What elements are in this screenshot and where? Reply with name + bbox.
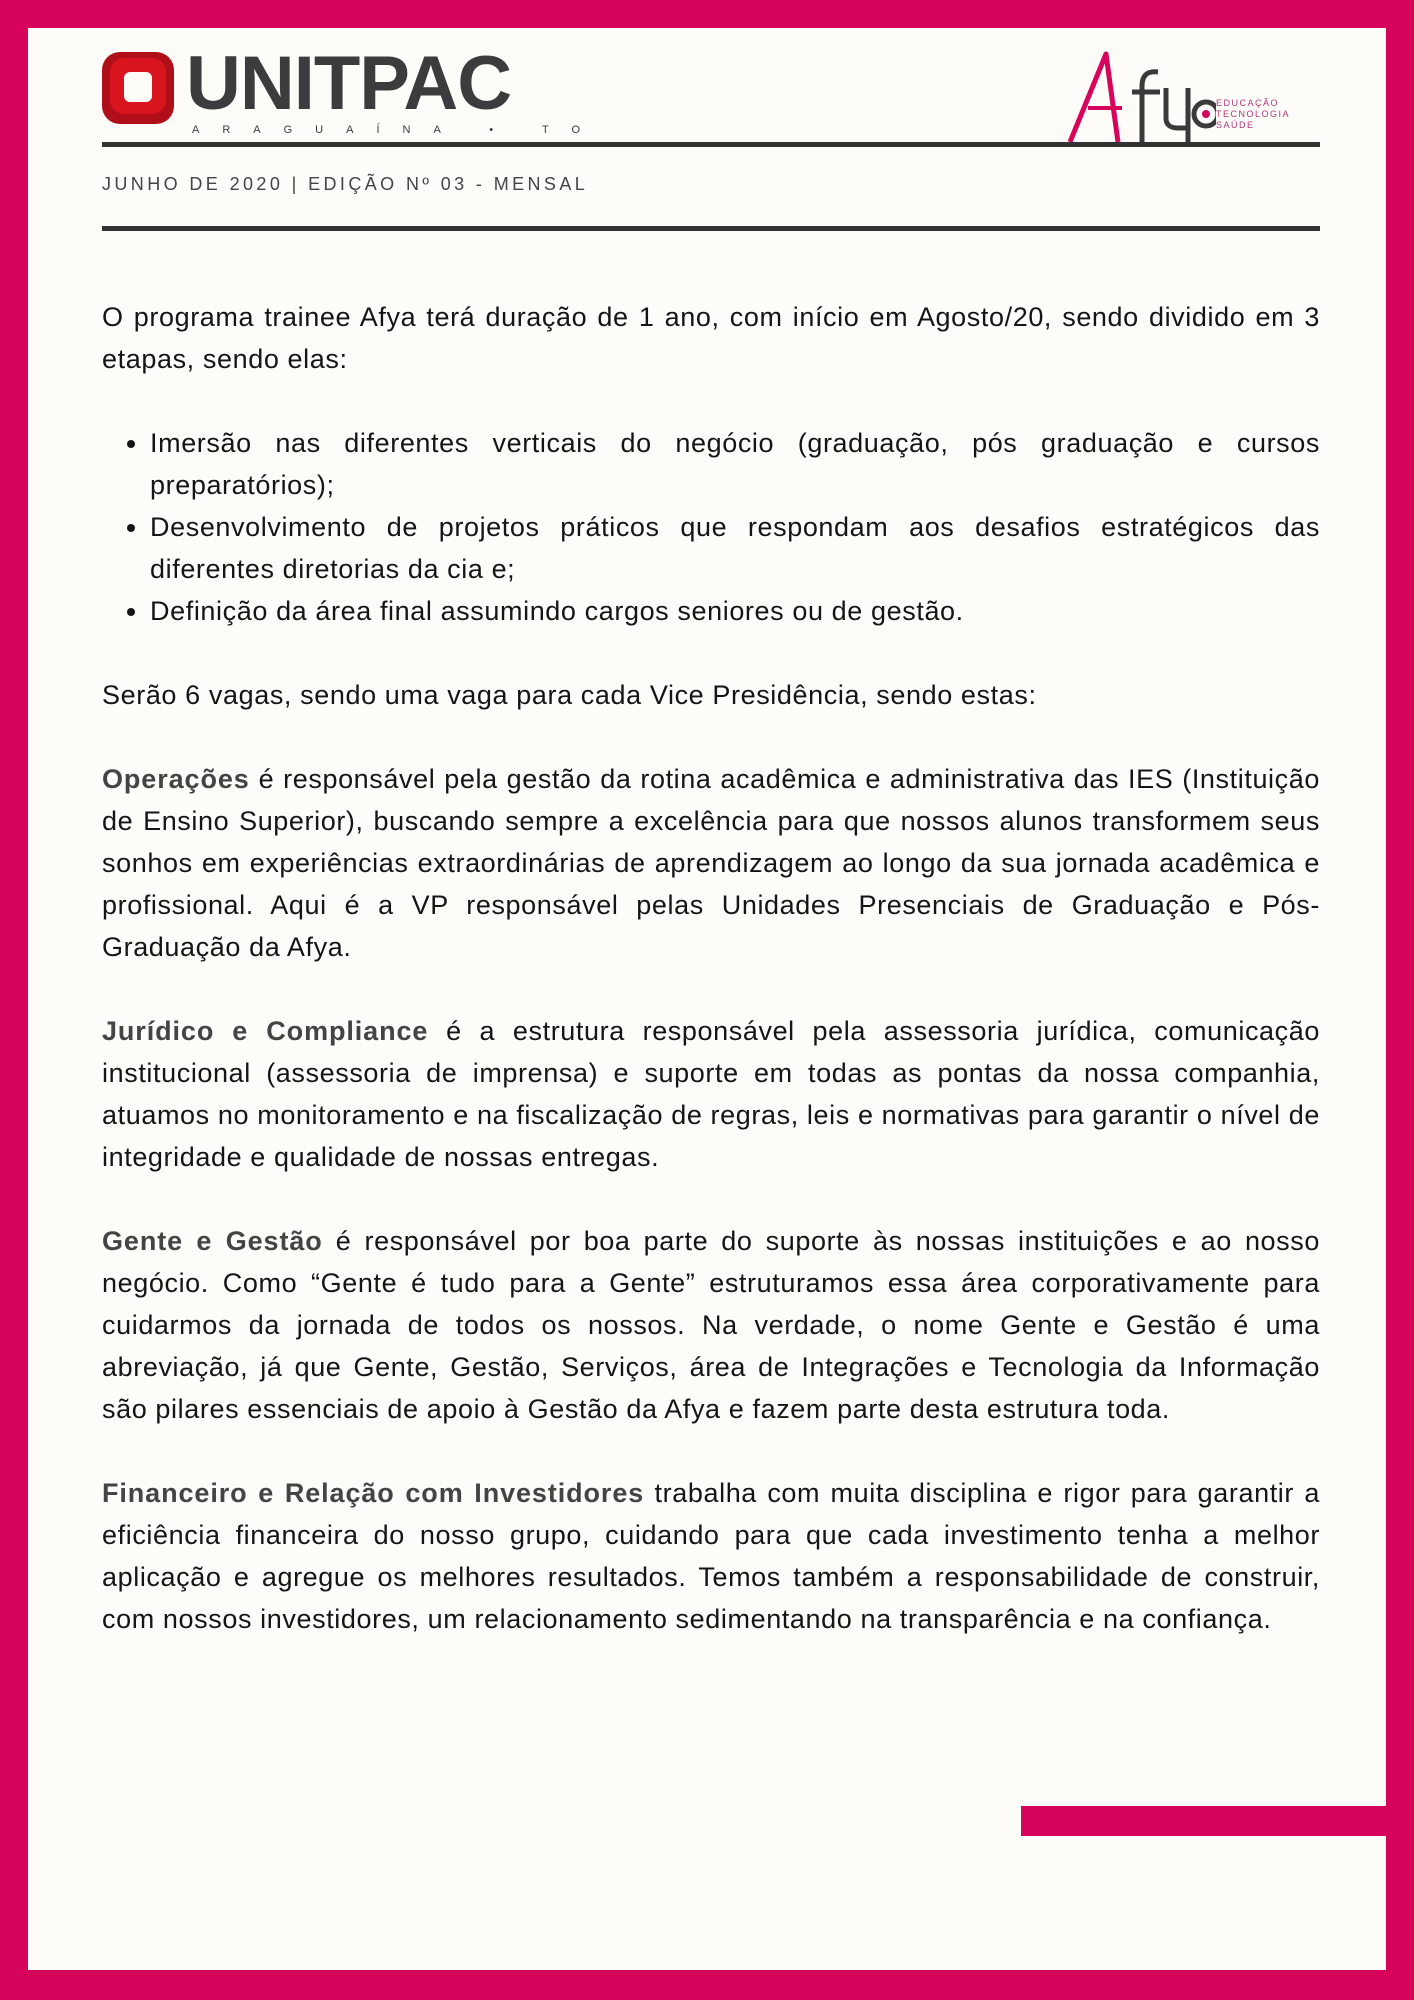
afya-wordmark-icon <box>1066 46 1216 146</box>
list-item: • Desenvolvimento de projetos práticos que respondam aos desafios estratégicos das diferentes diretorias da cia e; <box>150 506 1320 590</box>
decorative-corner-bar <box>1021 1806 1386 1836</box>
section-text: é responsável pela gestão da rotina acadêmica e administrativa das IES (Instituição de Ensino Superior), buscando sempre a excelência para que nossos alunos transformem seus sonhos em experiências extraordinárias de aprendizagem ao longo da sua jornada acadêmica e profissional. Aqui é a VP responsável pelas Unidades Presenciais de Graduação e Pós-Graduação da Afya. <box>102 764 1320 962</box>
section-gente-gestao <box>102 1220 1320 1430</box>
afya-tagline-line: EDUCAÇÃO <box>1216 98 1280 108</box>
intro-paragraph: O programa trainee Afya terá duração de 1 ano, com início em Agosto/20, sendo dividido em 3 etapas, sendo elas: <box>102 302 1320 374</box>
section-title: Operações <box>102 764 250 794</box>
afya-tagline-line: SAÚDE <box>1216 120 1255 130</box>
article-body <box>102 296 1320 1682</box>
unitpac-mark-icon <box>102 52 174 124</box>
header-divider-bottom <box>102 226 1320 231</box>
section-juridico <box>102 1010 1320 1178</box>
section-text: é a estrutura responsável pela assessoria jurídica, comunicação institucional (assessoria de imprensa) e suporte em todas as pontas da nossa companhia, atuamos no monitoramento e na fiscalização de regras, leis e normativas para garantir o nível de integridade e qualidade de nossas entregas. <box>102 1016 1320 1172</box>
document-page <box>28 28 1386 1970</box>
section-operacoes <box>102 758 1320 968</box>
stages-list <box>102 422 1320 632</box>
unitpac-logo <box>102 40 604 140</box>
section-title: Jurídico e Compliance <box>102 1016 429 1046</box>
afya-tagline <box>1216 98 1290 131</box>
edition-line: JUNHO DE 2020 | EDIÇÃO Nº 03 - MENSAL <box>102 174 589 194</box>
afya-tagline-line: TECNOLOGIA <box>1216 109 1291 119</box>
unitpac-wordmark: UNITPAC <box>186 41 512 126</box>
section-title: Financeiro e Relação com Investidores <box>102 1478 645 1508</box>
section-text: é responsável por boa parte do suporte às nossas instituições e ao nosso negócio. Como “Gente é tudo para a Gente” estruturamos essa área corporativamente para cuidarmos da jornada de todos os nossos. Na verdade, o nome Gente e Gestão é uma abreviação, já que Gente, Gestão, Serviços, área de Integrações e Tecnologia da Informação são pilares essenciais de apoio à Gestão da Afya e fazem parte desta estrutura toda. <box>102 1226 1320 1424</box>
list-item: • Definição da área final assumindo cargos seniores ou de gestão. <box>150 590 1320 632</box>
afya-logo <box>1066 46 1306 150</box>
section-title: Gente e Gestão <box>102 1226 323 1256</box>
section-text: trabalha com muita disciplina e rigor para garantir a eficiência financeira do nosso grupo, cuidando para que cada investimento tenha a melhor aplicação e agregue os melhores resultados. Temos também a responsabilidade de construir, com nossos investidores, um relacionamento sedimentando na transparência e na confiança. <box>102 1478 1320 1634</box>
unitpac-location: ARAGUAÍNA • TO <box>192 124 604 136</box>
section-financeiro <box>102 1472 1320 1640</box>
vacancies-paragraph: Serão 6 vagas, sendo uma vaga para cada Vice Presidência, sendo estas: <box>102 680 1037 710</box>
header-divider-top <box>102 142 1320 147</box>
list-item: • Imersão nas diferentes verticais do negócio (graduação, pós graduação e cursos preparatórios); <box>150 422 1320 506</box>
